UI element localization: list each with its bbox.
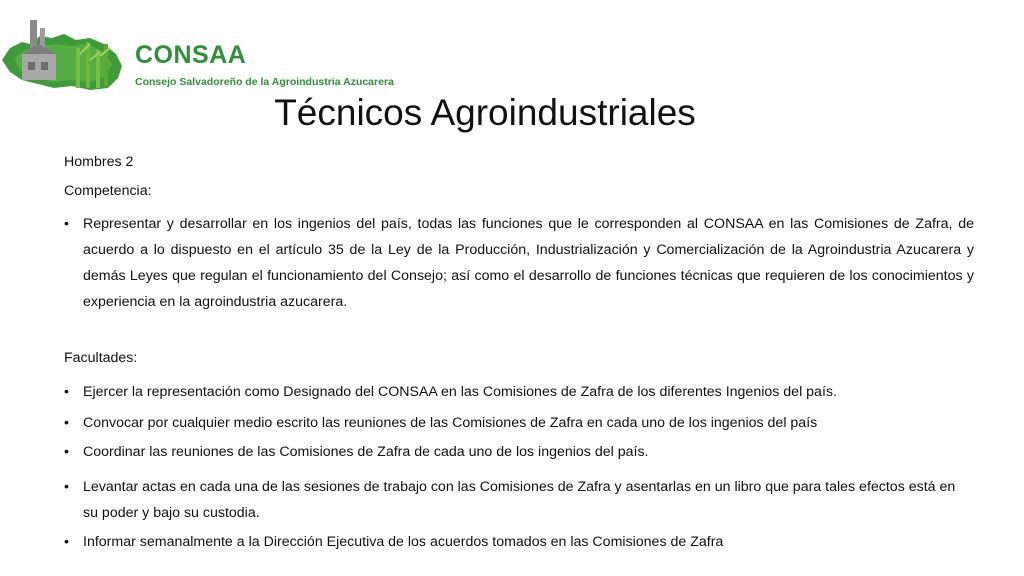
logo-name: CONSAA <box>135 41 247 69</box>
competencia-label: Competencia: <box>64 183 152 199</box>
facultad-text: Coordinar las reuniones de las Comisiones de Zafra de cada uno de los ingenios del país. <box>83 444 649 460</box>
bullet-icon: • <box>64 479 69 495</box>
consaa-logo <box>0 14 430 94</box>
bullet-icon: • <box>64 216 69 232</box>
list-item <box>64 439 974 465</box>
bullet-icon: • <box>64 444 69 460</box>
facultad-text: Levantar actas en cada una de las sesiones de trabajo con las Comisiones de Zafra y asentarlas en un libro que para tales efectos está en su poder y bajo su custodia. <box>83 479 956 521</box>
list-item <box>64 529 974 555</box>
list-item <box>64 410 974 436</box>
facultad-text: Convocar por cualquier medio escrito las reuniones de las Comisiones de Zafra en cada uno de los ingenios del país <box>83 415 818 431</box>
bullet-icon: • <box>64 534 69 550</box>
sugar-mill-map-icon <box>0 14 130 94</box>
bullet-icon: • <box>64 415 69 431</box>
competencia-text: Representar y desarrollar en los ingenios del país, todas las funciones que le corresponden al CONSAA en las Comisiones de Zafra, de acuerdo a lo dispuesto en el artículo 35 de la Ley de la Producción, Industrialización y Comercialización de la Agroindustria Azucarera y demás Leyes que regulan el funcionamiento del Consejo; así como el desarrollo de funciones técnicas que requieren de los conocimientos y experiencia en la agroindustria azucarera. <box>83 216 974 310</box>
hombres-count: Hombres 2 <box>64 154 134 170</box>
facultad-text: Ejercer la representación como Designado del CONSAA en las Comisiones de Zafra de los diferentes Ingenios del país. <box>83 384 837 400</box>
list-item <box>64 474 974 526</box>
facultad-text: Informar semanalmente a la Dirección Ejecutiva de los acuerdos tomados en las Comisiones de Zafra <box>83 534 724 550</box>
facultades-label: Facultades: <box>64 350 138 366</box>
bullet-icon: • <box>64 384 69 400</box>
list-item <box>64 379 974 405</box>
logo-subtitle: Consejo Salvadoreño de la Agroindustria Azucarera <box>135 76 394 88</box>
list-item <box>64 211 974 315</box>
page-title: Técnicos Agroindustriales <box>274 92 696 133</box>
